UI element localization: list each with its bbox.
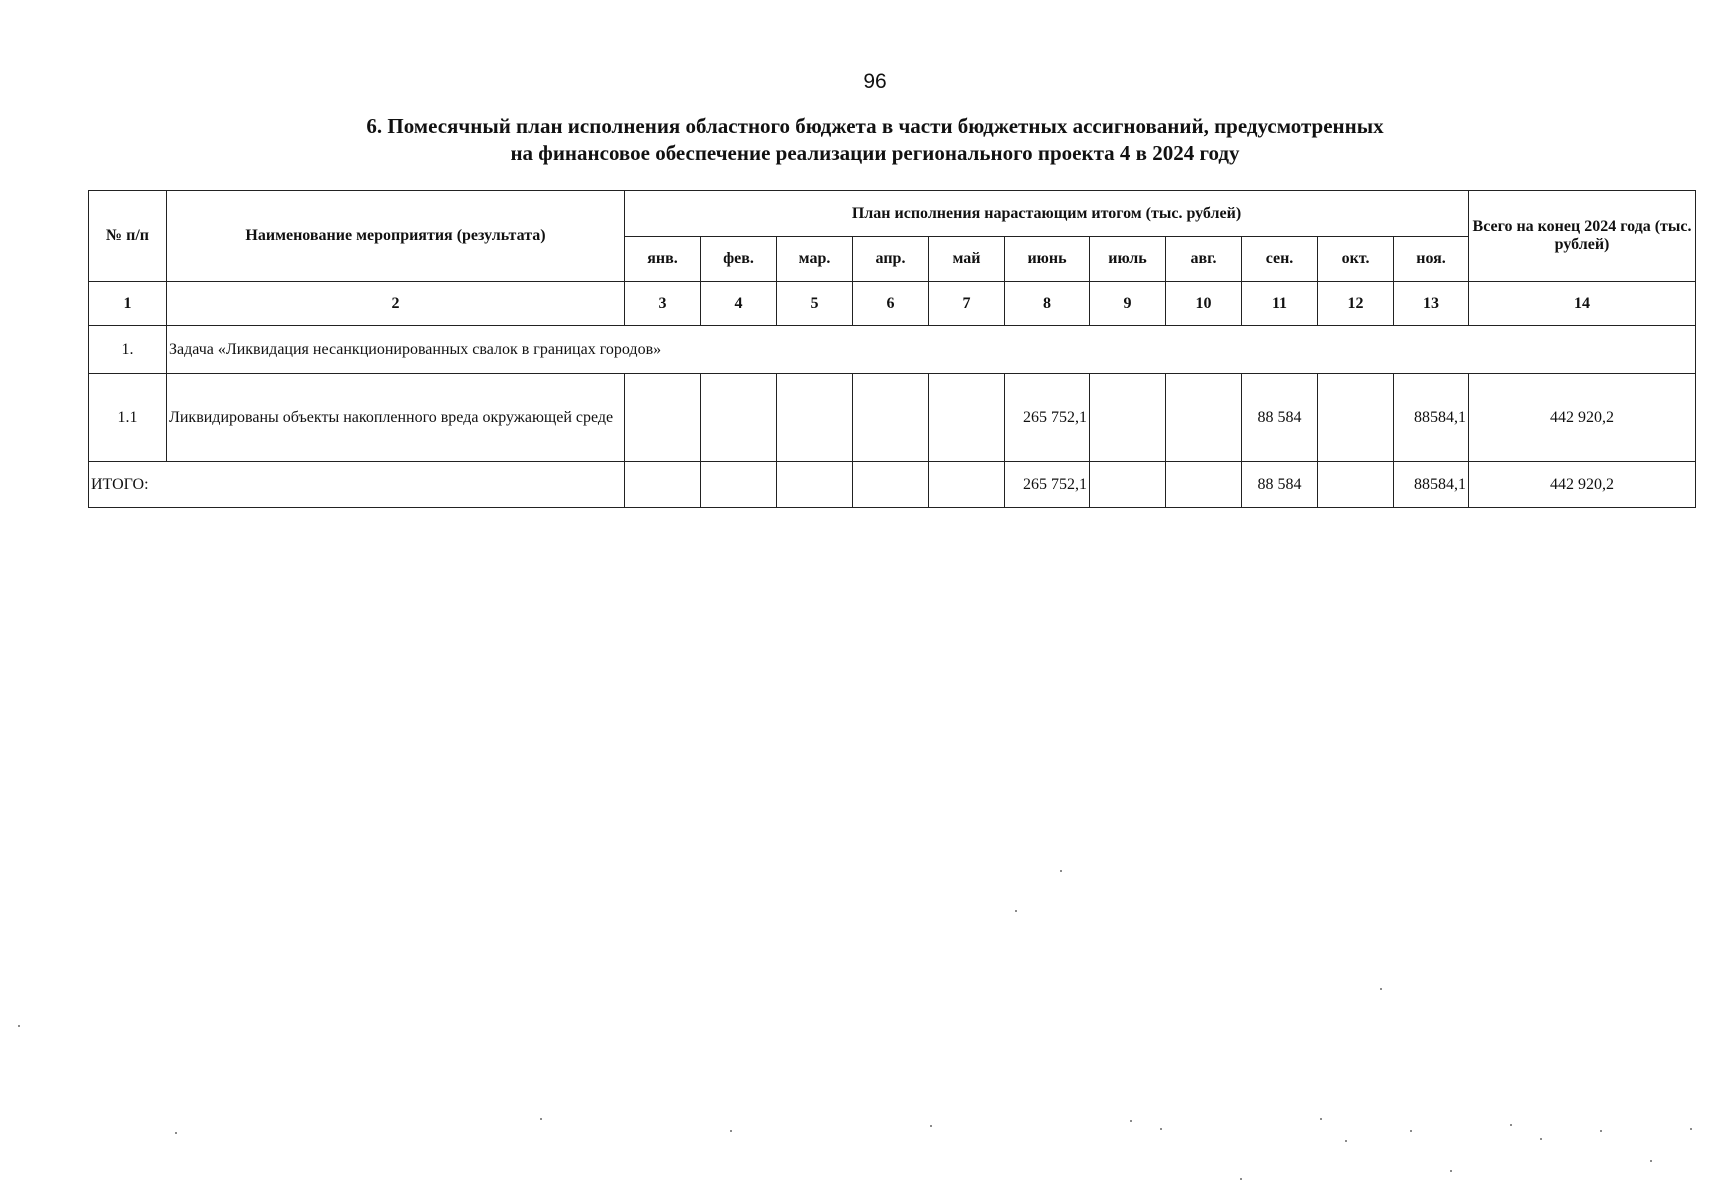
total-month-value: 88584,1	[1394, 462, 1469, 508]
item-month-value	[701, 374, 777, 462]
header-month: сен.	[1242, 237, 1318, 282]
scan-speck	[1410, 1130, 1412, 1132]
total-month-value	[701, 462, 777, 508]
header-month: апр.	[853, 237, 929, 282]
total-label: ИТОГО:	[89, 462, 625, 508]
task-row	[89, 326, 1696, 374]
title-line-2: на финансовое обеспечение реализации регионального проекта 4 в 2024 году	[510, 141, 1240, 165]
column-number: 5	[777, 282, 853, 326]
item-total: 442 920,2	[1469, 374, 1696, 462]
total-month-value	[853, 462, 929, 508]
total-month-value	[1090, 462, 1166, 508]
column-number-row	[89, 282, 1696, 326]
item-month-value: 265 752,1	[1005, 374, 1090, 462]
item-month-value: 88584,1	[1394, 374, 1469, 462]
total-month-value: 265 752,1	[1005, 462, 1090, 508]
header-plan: План исполнения нарастающим итогом (тыс. рублей)	[625, 191, 1469, 237]
item-month-value	[625, 374, 701, 462]
header-name: Наименование мероприятия (результата)	[167, 191, 625, 282]
scan-speck	[1380, 988, 1382, 990]
header-row-top	[89, 191, 1696, 237]
scan-speck	[1130, 1120, 1132, 1122]
column-number: 8	[1005, 282, 1090, 326]
scan-speck	[1060, 870, 1062, 872]
total-month-value	[777, 462, 853, 508]
title-line-1: 6. Помесячный план исполнения областного бюджета в части бюджетных ассигнований, предусмотренных	[366, 114, 1384, 138]
scan-speck	[1650, 1160, 1652, 1162]
header-month: ноя.	[1394, 237, 1469, 282]
total-month-value: 88 584	[1242, 462, 1318, 508]
scan-speck	[1510, 1124, 1512, 1126]
page-number: 96	[863, 70, 887, 93]
item-month-value	[1090, 374, 1166, 462]
scan-speck	[175, 1132, 177, 1134]
header-month: июнь	[1005, 237, 1090, 282]
total-month-value	[625, 462, 701, 508]
scan-speck	[730, 1130, 732, 1132]
scan-speck	[1600, 1130, 1602, 1132]
task-text: Задача «Ликвидация несанкционированных свалок в границах городов»	[167, 326, 1696, 374]
item-month-value: 88 584	[1242, 374, 1318, 462]
item-month-value	[1166, 374, 1242, 462]
total-sum: 442 920,2	[1469, 462, 1696, 508]
column-number: 2	[167, 282, 625, 326]
header-month: фев.	[701, 237, 777, 282]
column-number: 6	[853, 282, 929, 326]
column-number: 13	[1394, 282, 1469, 326]
header-month: янв.	[625, 237, 701, 282]
scan-speck	[18, 1025, 20, 1027]
scan-speck	[1690, 1128, 1692, 1130]
scan-speck	[1345, 1140, 1347, 1142]
item-month-value	[929, 374, 1005, 462]
header-num: № п/п	[89, 191, 167, 282]
column-number: 4	[701, 282, 777, 326]
total-month-value	[1166, 462, 1242, 508]
header-month: мар.	[777, 237, 853, 282]
item-num: 1.1	[89, 374, 167, 462]
total-row	[89, 462, 1696, 508]
header-month: окт.	[1318, 237, 1394, 282]
column-number: 14	[1469, 282, 1696, 326]
column-number: 10	[1166, 282, 1242, 326]
column-number: 1	[89, 282, 167, 326]
column-number: 9	[1090, 282, 1166, 326]
scan-speck	[930, 1125, 932, 1127]
total-month-value	[929, 462, 1005, 508]
budget-plan-table	[88, 190, 1696, 508]
header-month: июль	[1090, 237, 1166, 282]
item-month-value	[1318, 374, 1394, 462]
header-total: Всего на конец 2024 года (тыс. рублей)	[1469, 191, 1696, 282]
scan-speck	[1320, 1118, 1322, 1120]
document-title	[0, 113, 1717, 167]
scan-speck	[1015, 910, 1017, 912]
column-number: 11	[1242, 282, 1318, 326]
header-month: авг.	[1166, 237, 1242, 282]
task-num: 1.	[89, 326, 167, 374]
table-row	[89, 374, 1696, 462]
scan-speck	[1160, 1128, 1162, 1130]
scan-speck	[540, 1118, 542, 1120]
scan-speck	[1540, 1138, 1542, 1140]
item-month-value	[853, 374, 929, 462]
header-month: май	[929, 237, 1005, 282]
column-number: 12	[1318, 282, 1394, 326]
item-month-value	[777, 374, 853, 462]
scan-speck	[1240, 1178, 1242, 1180]
item-name: Ликвидированы объекты накопленного вреда окружающей среде	[167, 374, 625, 462]
total-month-value	[1318, 462, 1394, 508]
column-number: 7	[929, 282, 1005, 326]
column-number: 3	[625, 282, 701, 326]
scan-speck	[1450, 1170, 1452, 1172]
